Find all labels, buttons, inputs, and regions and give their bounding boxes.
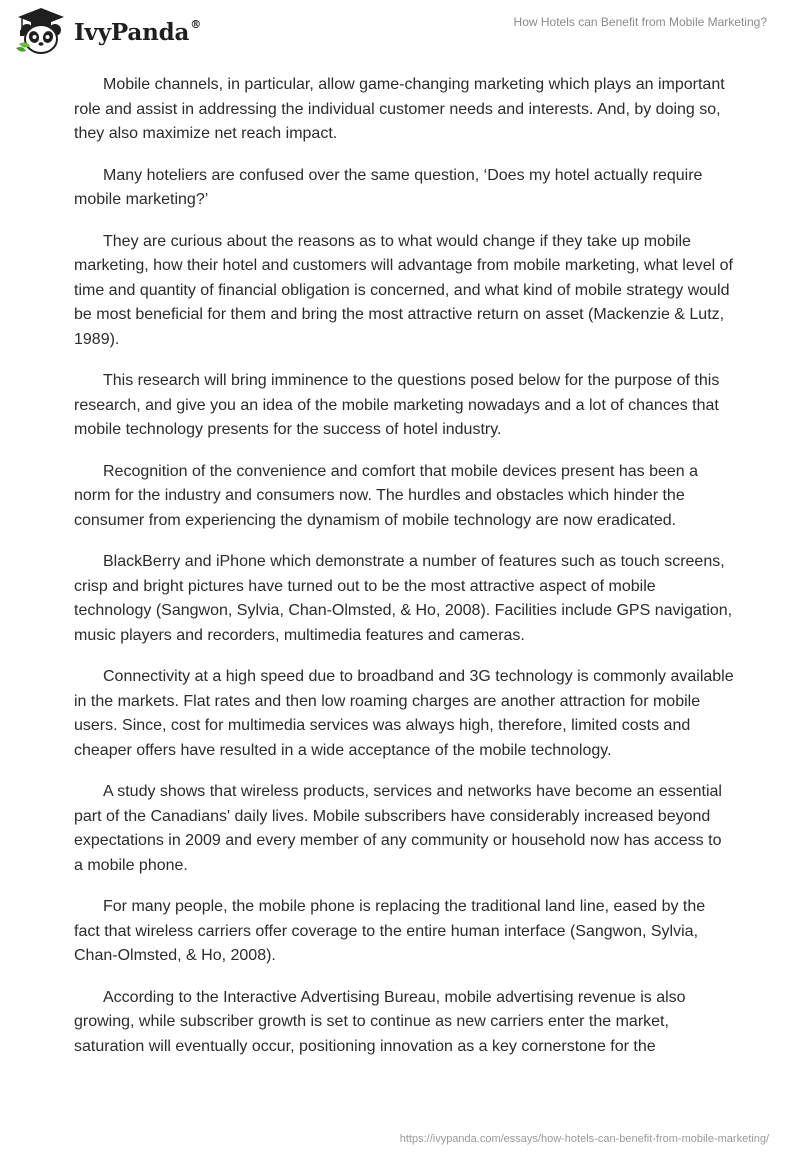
brand-logo[interactable] [14,6,201,56]
document-title: How Hotels can Benefit from Mobile Marketing? [513,15,767,29]
paragraph: Mobile channels, in particular, allow game-changing marketing which plays an important role and assist in addressing the individual customer needs and interests. And, by doing so, they also maximize net reach impact. [74,76,725,142]
paragraph: BlackBerry and iPhone which demonstrate a number of features such as touch screens, crisp and bright pictures have turned out to be the most attractive aspect of mobile technology (Sangwon, Sylvia, Chan-Olmsted, & Ho, 2008). Facilities include GPS navigation, music players and recorders, multimedia features and cameras. [74,553,733,644]
brand-name: IvyPanda® [74,17,201,46]
paragraph: A study shows that wireless products, services and networks have become an essential part of the Canadians' daily lives. Mobile subscribers have considerably increased beyond expectations in 2009 and every member of any community or household now has access to a mobile phone. [74,783,722,874]
paragraph: For many people, the mobile phone is replacing the traditional land line, eased by the fact that wireless carriers offer coverage to the entire human interface (Sangwon, Sylvia, Chan-Olmsted, & Ho, 2008). [74,898,706,964]
source-url-link[interactable]: https://ivypanda.com/essays/how-hotels-can-benefit-from-mobile-marketing/ [399,1133,769,1145]
paragraph: Connectivity at a high speed due to broadband and 3G technology is commonly available in the markets. Flat rates and then low roaming charges are another attraction for mobile users. Since, cost for multimedia services was always high, therefore, limited costs and cheaper offers have resulted in a wide acceptance of the mobile technology. [74,668,734,759]
paragraph: Recognition of the convenience and comfort that mobile devices present has been a norm for the industry and consumers now. The hurdles and obstacles which hinder the consumer from experiencing the dynamism of mobile technology are now eradicated. [74,462,699,529]
paragraph: According to the Interactive Advertising Bureau, mobile advertising revenue is also growing, while subscriber growth is set to continue as new carriers enter the market, saturation will eventually occur, positioning innovation as a key cornerstone for the [74,988,686,1055]
article-body [74,73,734,1076]
paragraph: They are curious about the reasons as to what would change if they take up mobile marketing, how their hotel and customers will advantage from mobile marketing, what level of time and quantity of financial obligation is concerned, and what kind of mobile strategy would be most beneficial for them and bring the most attractive return on asset (Mackenzie & Lutz, 1989). [74,232,733,348]
paragraph: This research will bring imminence to the questions posed below for the purpose of this research, and give you an idea of the mobile marketing nowadays and a lot of chances that mobile technology presents for the success of hotel industry. [74,372,720,438]
page-header [0,0,800,62]
panda-logo-icon [14,6,68,56]
paragraph: Many hoteliers are confused over the same question, ‘Does my hotel actually require mobile marketing?’ [74,166,703,208]
